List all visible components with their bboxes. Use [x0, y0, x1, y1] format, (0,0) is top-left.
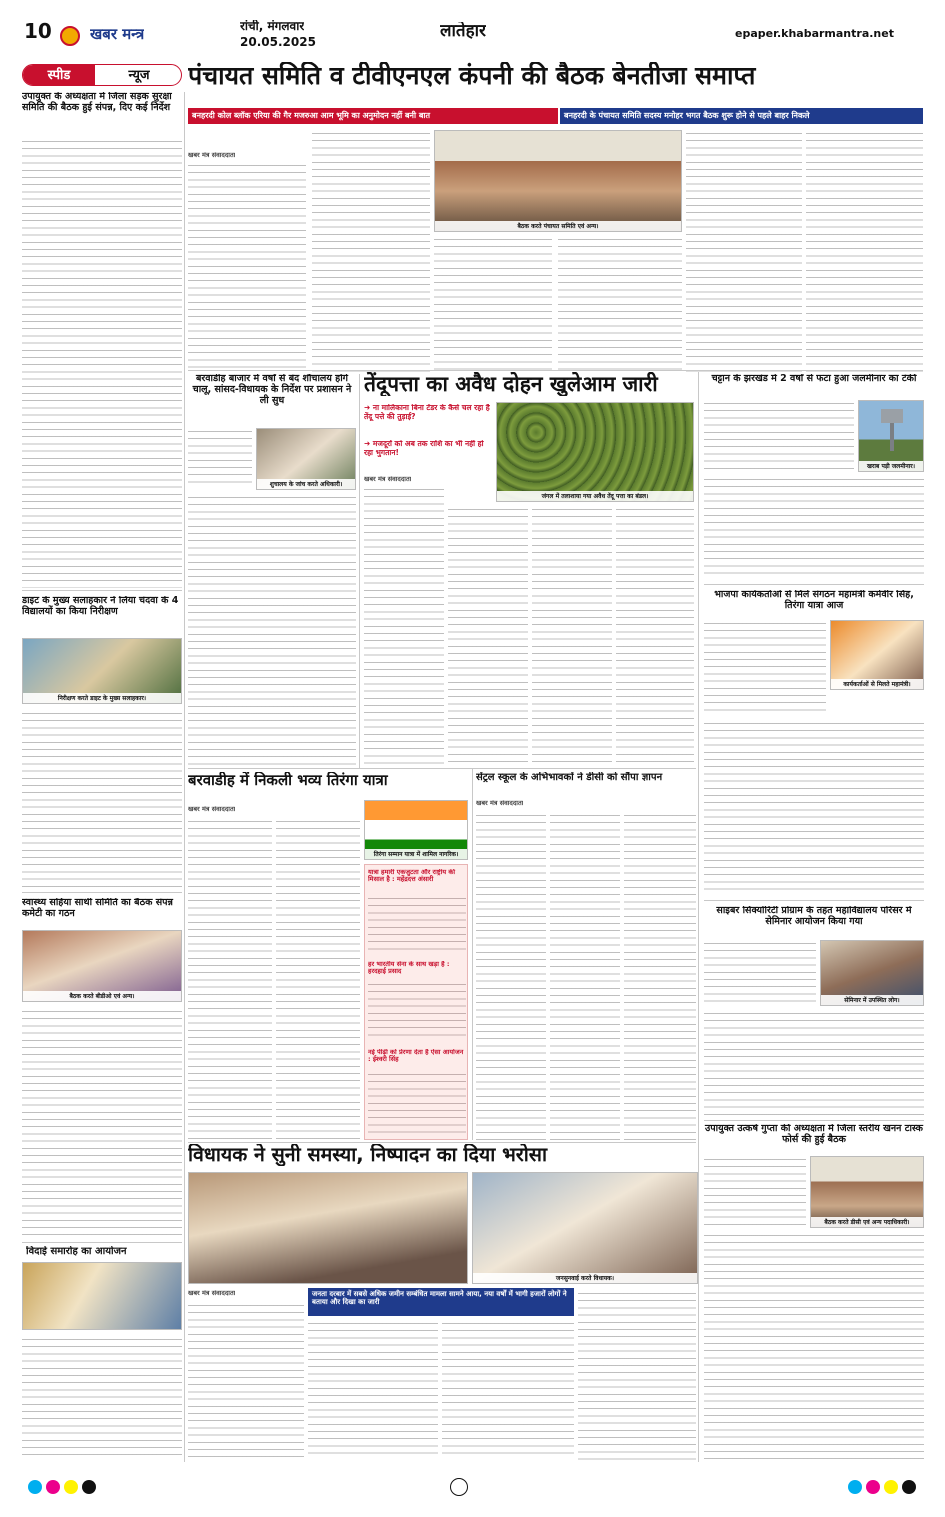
left-column [22, 92, 182, 1460]
divider [22, 892, 182, 893]
quote-3-head: नई पीढ़ी को प्रेरणा देता है ऐसा आयोजन : ईश्वरी सिंह [368, 1049, 464, 1064]
main-body-col2 [312, 130, 430, 372]
mining-body-a [704, 1156, 806, 1226]
brand-logo [60, 26, 80, 46]
photo-main-meeting [434, 130, 682, 232]
school-body-col1 [476, 812, 546, 1140]
color-dot [82, 1480, 96, 1494]
mla-body-col4 [578, 1290, 696, 1460]
photo-caption: निरीक्षण करते डाइट के मुख्य सलाहकार। [23, 693, 181, 703]
column-rule [359, 374, 360, 769]
toilet-body-b [188, 494, 356, 766]
bjp-headline: भाजपा कार्यकर्ताओं से मिले संगठन महामंत्री कर्मवीर सिंह, तिरंगा यात्रा आज [714, 590, 914, 611]
color-dot [902, 1480, 916, 1494]
column-rule [698, 1202, 699, 1462]
main-strap-1: बनहरदी कोल ब्लॉक एरिया की गैर मजरुआ आम भूमि का अनुमोदन नहीं बनी बात [188, 108, 558, 124]
photo-water-tower [858, 400, 924, 472]
quote-2-head: हर भारतीय सेना के साथ खड़ा है : हरदहाई प्रसाद [368, 961, 450, 976]
tendu-bullet-2 [364, 440, 492, 457]
main-headline: पंचायत समिति व टीवीएनएल कंपनी की बैठक बेनतीजा समाप्त [188, 62, 756, 90]
main-body-col6 [806, 130, 923, 372]
photo-diet-inspection [22, 638, 182, 704]
mla-body-col3 [442, 1320, 574, 1460]
story-road-safety-body [22, 138, 182, 588]
tower-shape [890, 423, 894, 451]
tiranga-byline: खबर मंत्र संवाददाता [188, 806, 236, 813]
tower-body-b [704, 476, 924, 580]
tendu-body-col1 [364, 486, 444, 766]
divider [188, 768, 696, 769]
site-url[interactable]: epaper.khabarmantra.net [735, 28, 894, 40]
tendu-byline: खबर मंत्र संवाददाता [364, 476, 412, 483]
color-dot [884, 1480, 898, 1494]
photo-caption: बैठक करते बीडीओ एवं अन्य। [23, 991, 181, 1001]
photo-caption: शुचालय के जांच करते अधिकारी। [257, 479, 355, 489]
story-sahiya-title: स्वास्थ्य सहिया साथी समिति का बैठक संपन्न कमेटी का गठन [22, 898, 173, 919]
school-headline: सेंट्रल स्कूल के अभिभावकों ने डीसी को सौंपा ज्ञापन [476, 772, 663, 783]
mining-body-b [704, 1232, 924, 1460]
divider [704, 900, 924, 901]
divider [704, 584, 924, 585]
column-rule [698, 372, 699, 1202]
photo-tiranga-rally [364, 800, 468, 860]
color-dot [866, 1480, 880, 1494]
mining-headline: उपायुक्त उत्कर्ष गुप्ता की अध्यक्षता में जिला स्तरीय खनन टास्क फोर्स की हुई बैठक [705, 1124, 923, 1145]
tiranga-body-col1 [188, 818, 272, 1140]
bullet-icon: ➜ [364, 440, 373, 448]
photo-mining-meeting [810, 1156, 924, 1228]
tendu-body-col2 [448, 506, 528, 766]
mla-body-col2 [308, 1320, 438, 1460]
mla-body-col1 [188, 1302, 304, 1460]
date-line: 20.05.2025 [240, 36, 316, 49]
tendu-body-col3 [532, 506, 612, 766]
divider [704, 1120, 924, 1121]
photo-seminar [820, 940, 924, 1006]
quote-1-body [368, 895, 466, 955]
photo-mla-right [472, 1172, 698, 1284]
tower-body [704, 400, 854, 470]
mla-byline: खबर मंत्र संवाददाता [188, 1290, 236, 1297]
news-label: न्यूज [128, 68, 150, 83]
story-farewell-body [22, 1336, 182, 1460]
story-farewell-title: विदाई समारोह का आयोजन [26, 1246, 127, 1257]
speed-news-tab [22, 64, 182, 86]
photo-toilet [256, 428, 356, 490]
bullet-icon: ➜ [364, 404, 373, 412]
toilet-headline: बरवाडीह बाजार में वर्षों से बंद शौचालय होंगे चालू, सांसद-विधायक के निर्देश पर प्रशासन ने ली सुध [192, 374, 352, 406]
main-body-col4 [558, 236, 682, 372]
toilet-body-a [188, 428, 252, 488]
mla-strap: जनता दरबार में सबसे अधिक जमीन सम्बंधित मामला सामने आया, नया वर्षों में भागी हजारों लोगों ने बताया और दिखा का जारी [308, 1288, 574, 1316]
tiranga-headline: बरवाडीह में निकली भव्य तिरंगा यात्रा [188, 772, 388, 789]
photo-caption: सेमिनार में उपस्थित लोग। [821, 995, 923, 1005]
photo-caption: जंगल में तलाशाया गया अवैध तेंदू पत्ता का बंडल। [497, 491, 693, 501]
bjp-body-a [704, 620, 826, 716]
brand-name: खबर मन्त्र [90, 26, 145, 43]
page-number: 10 [24, 20, 52, 43]
main-body-col5 [686, 130, 802, 372]
photo-caption: तिरंगा सम्मान यात्रा में शामिल नागरिक। [365, 849, 467, 859]
photo-caption: कार्यकर्ताओं से मिलते महामंत्री। [831, 679, 923, 689]
photo-caption: बैठक करते पंचायत समिति एवं अन्य। [435, 221, 681, 231]
story-diet-body [22, 710, 182, 888]
speed-label: स्पीड [23, 65, 95, 86]
story-road-safety-title: उपायुक्त के अध्यक्षता में जिला सड़क सुरक्षा समिति की बैठक हुई संपन्न, दिए कई निर्देश [22, 92, 172, 113]
story-diet-title: डाइट के मुख्य सलाहकार ने लिया चंदवा के 4 विद्यालयों का किया निरीक्षण [22, 596, 179, 617]
photo-caption: जनसुनवाई करते विधायक। [473, 1273, 697, 1283]
quote-1-head: यात्रा हमारी एकजुटता और राष्ट्रीय की मिसाल है : महेंद्रदत्त अंसारी [368, 869, 456, 884]
story-sahiya-body [22, 1008, 182, 1240]
divider [188, 1142, 696, 1143]
divider [22, 1242, 182, 1243]
color-dot [64, 1480, 78, 1494]
section-name: लातेहार [440, 22, 487, 41]
mla-headline: विधायक ने सुनी समस्या, निष्पादन का दिया भरोसा [188, 1144, 548, 1166]
tendu-headline: तेंदूपत्ता का अवैध दोहन खुलेआम जारी [364, 372, 658, 396]
quote-2-body [368, 981, 466, 1041]
bullet-text: मजदूरों को अब तक राशि का भी नहीं हो रहा भुगतान! [364, 440, 484, 457]
photo-mla-left [188, 1172, 468, 1284]
school-byline: खबर मंत्र संवाददाता [476, 800, 524, 807]
quote-3-body [368, 1071, 466, 1135]
photo-tendu-bundles [496, 402, 694, 502]
column-rule [184, 92, 185, 1462]
masthead [0, 0, 945, 52]
color-dot [28, 1480, 42, 1494]
seminar-body-a [704, 940, 816, 1006]
tendu-body-col4 [616, 506, 694, 766]
column-rule [472, 768, 473, 1140]
seminar-headline: साइबर सिक्योरिटी प्रोग्राम के तहत महाविद्यालय परिसर में सेमिनार आयोजन किया गया [716, 906, 912, 927]
tiranga-quote-box [364, 864, 468, 1140]
photo-sahiya-meeting [22, 930, 182, 1002]
main-strap-2: बनहरदी के पंचायत समिति सदस्य मनोहर भगत बैठक शुरू होने से पहले बाहर निकले [560, 108, 923, 124]
place-line: रांची, मंगलवार [240, 20, 305, 33]
seminar-body-b [704, 1010, 924, 1118]
photo-caption: खराब पड़ी जलमीनार। [859, 461, 923, 471]
photo-bjp-meeting [830, 620, 924, 690]
registration-marks [20, 1474, 925, 1504]
tendu-bullet-1 [364, 404, 492, 421]
divider [22, 590, 182, 591]
main-body-col3 [434, 236, 552, 372]
color-dot [46, 1480, 60, 1494]
photo-caption: बैठक करते डीसी एवं अन्य पदाधिकारी। [811, 1217, 923, 1227]
tower-headline: चट्टान के झरखंड में 2 वर्षों से फटा हुआ जलमीनार का टंकी [711, 374, 917, 384]
crosshair-icon [450, 1478, 468, 1496]
photo-farewell [22, 1262, 182, 1330]
tiranga-body-col2 [276, 818, 360, 1140]
tower-shape [881, 409, 903, 423]
school-body-col3 [624, 812, 696, 1140]
color-dot [848, 1480, 862, 1494]
bjp-body-b [704, 720, 924, 896]
divider [188, 370, 923, 371]
school-body-col2 [550, 812, 620, 1140]
bullet-text: ना मालिकाना बिना टेंडर के कैसे चल रहा है तेंदू पत्ते की तुड़ाई? [364, 404, 490, 421]
main-body-col1 [188, 162, 306, 372]
main-byline: खबर मंत्र संवाददाता [188, 152, 236, 159]
